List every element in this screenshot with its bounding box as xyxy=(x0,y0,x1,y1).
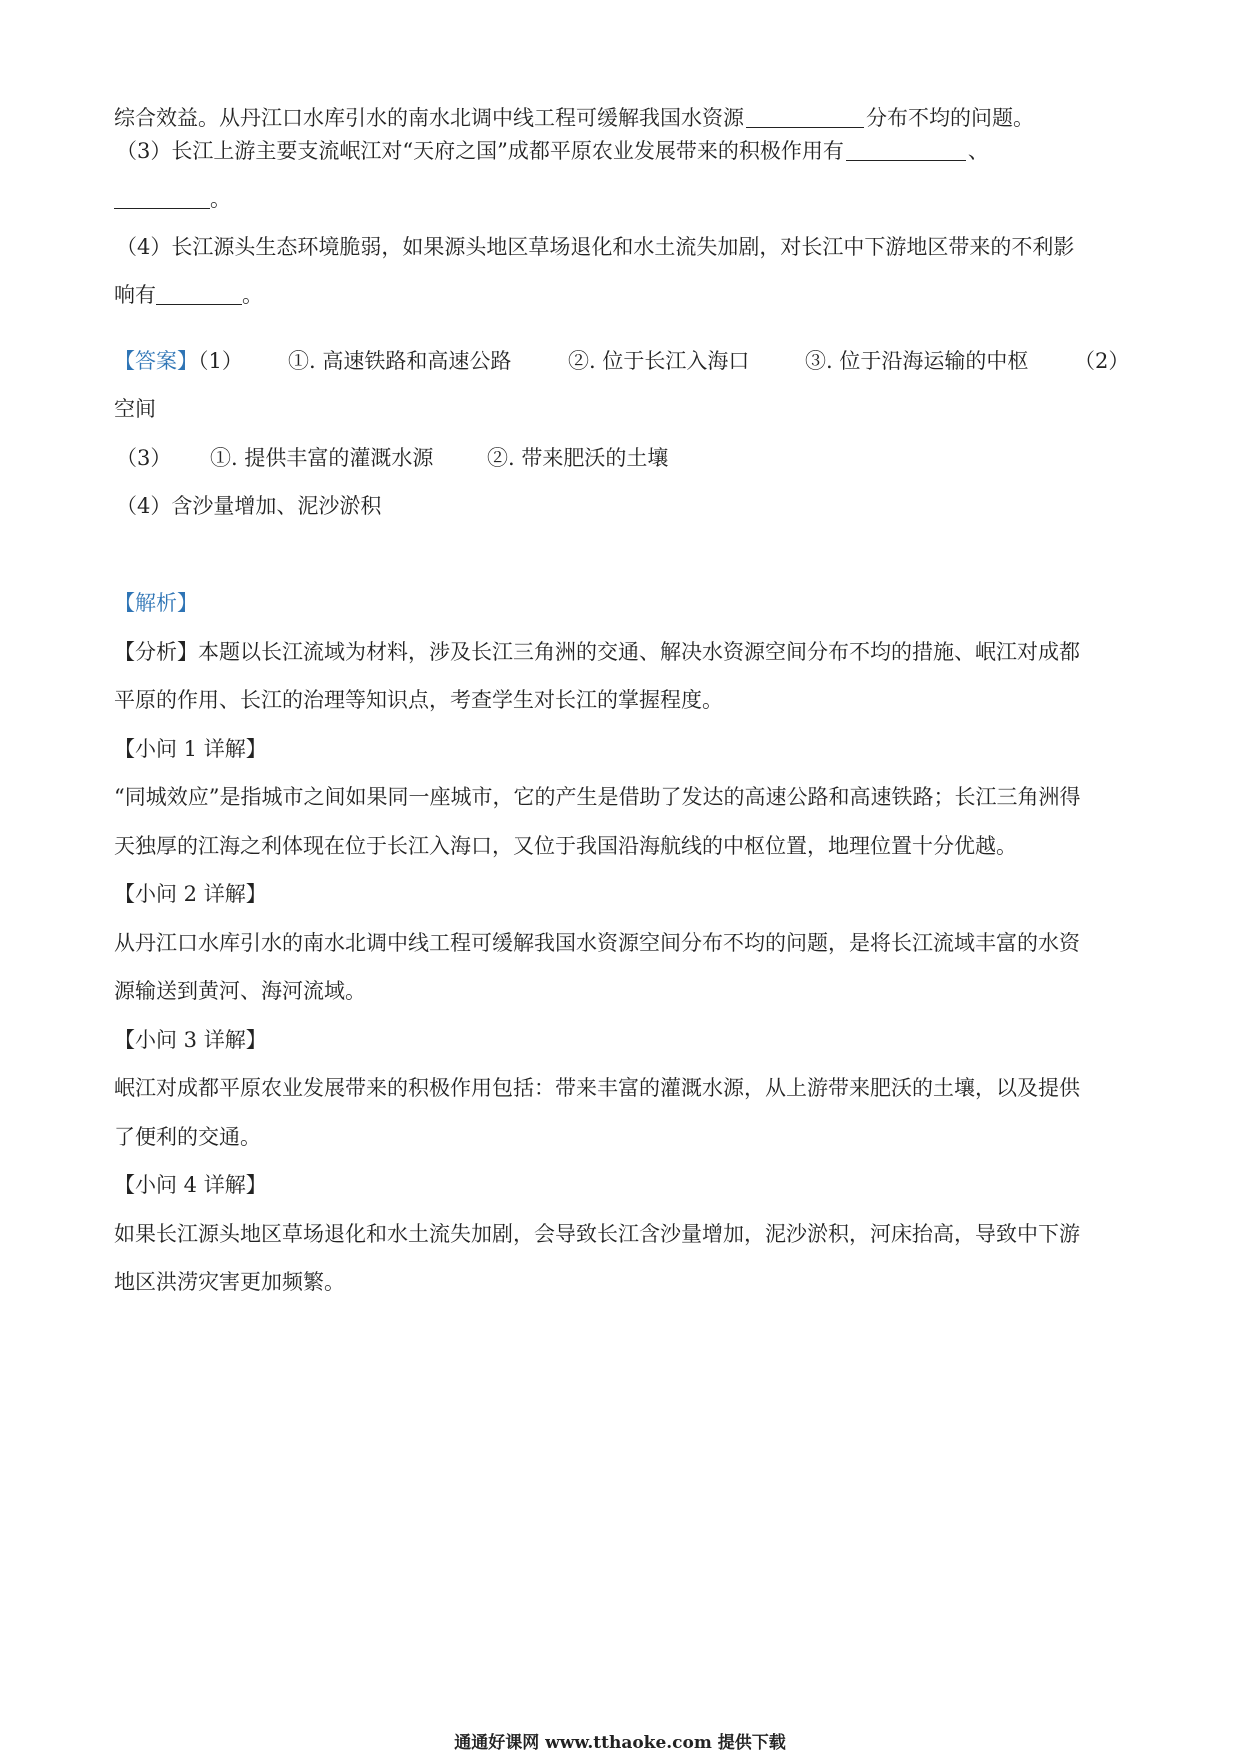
answer-part-2-text: 空间 xyxy=(114,397,156,421)
answer-line-4 xyxy=(116,491,1136,521)
subquestion-3-text-2: 了便利的交通。 xyxy=(114,1125,261,1149)
answer-blank xyxy=(846,138,966,161)
answer-part-4: （4）含沙量增加、泥沙淤积 xyxy=(116,494,382,518)
answer-line-1 xyxy=(114,346,1134,376)
question-4-line xyxy=(116,232,1136,262)
subquestion-1-text-2: 天独厚的江海之利体现在位于长江入海口，又位于我国沿海航线的中枢位置，地理位置十分优越。 xyxy=(114,834,1017,858)
subquestion-2-text-1: 从丹江口水库引水的南水北调中线工程可缓解我国水资源空间分布不均的问题，是将长江流域丰富的水资 xyxy=(114,931,1080,955)
subquestion-2-title: 【小问 2 详解】 xyxy=(114,882,267,906)
question-4-text-2: 响有 xyxy=(114,283,156,307)
answer-part-3-number: （3） xyxy=(116,446,172,470)
question-3-text: （3）长江上游主要支流岷江对“天府之国”成都平原农业发展带来的积极作用有 xyxy=(116,139,844,163)
subquestion-4-title: 【小问 4 详解】 xyxy=(114,1173,267,1197)
subquestion-4-text-2: 地区洪涝灾害更加频繁。 xyxy=(114,1270,345,1294)
subquestion-2-text-2: 源输送到黄河、海河流域。 xyxy=(114,979,366,1003)
answer-blank xyxy=(114,186,210,209)
question-3-separator: 、 xyxy=(967,139,989,163)
question-3-line-2 xyxy=(114,184,1134,214)
question-4-end: 。 xyxy=(242,283,263,307)
subquestion-1-title: 【小问 1 详解】 xyxy=(114,737,267,761)
answer-line-2 xyxy=(114,394,1134,424)
subquestion-3-text-1: 岷江对成都平原农业发展带来的积极作用包括：带来丰富的灌溉水源，从上游带来肥沃的土壤，以及提供 xyxy=(114,1076,1080,1100)
subquestion-3-title: 【小问 3 详解】 xyxy=(114,1028,267,1052)
answer-blank xyxy=(156,282,242,305)
analysis-heading xyxy=(114,588,1134,618)
question-3-line xyxy=(116,136,1136,166)
analysis-intro-2: 平原的作用、长江的治理等知识点，考查学生对长江的掌握程度。 xyxy=(114,688,723,712)
subquestion-1-text-1: “同城效应”是指城市之间如果同一座城市，它的产生是借助了发达的高速公路和高速铁路；长江三角洲得 xyxy=(114,785,1081,809)
analysis-label: 【解析】 xyxy=(114,591,198,615)
question-3-end: 。 xyxy=(210,187,231,211)
answer-part-1-item-2: ②. 位于长江入海口 xyxy=(568,349,750,373)
question-4-text: （4）长江源头生态环境脆弱，如果源头地区草场退化和水土流失加剧，对长江中下游地区带来的不利影 xyxy=(116,235,1075,259)
answer-part-2-number: （2） xyxy=(1074,349,1130,373)
answer-part-3-item-1: ①. 提供丰富的灌溉水源 xyxy=(210,446,434,470)
page-footer: 通通好课网 www.tthaoke.com 提供下载 xyxy=(454,1733,786,1753)
answer-part-1-number: （1） xyxy=(198,349,243,373)
answer-part-1-item-1: ①. 高速铁路和高速公路 xyxy=(288,349,512,373)
analysis-intro-1: 【分析】本题以长江流域为材料，涉及长江三角洲的交通、解决水资源空间分布不均的措施、岷江对成都 xyxy=(114,640,1080,664)
answer-part-3-item-2: ②. 带来肥沃的土壤 xyxy=(487,446,669,470)
answer-label: 【答案】 xyxy=(114,349,198,373)
subquestion-4-text-1: 如果长江源头地区草场退化和水土流失加剧，会导致长江含沙量增加，泥沙淤积，河床抬高，导致中下游 xyxy=(114,1222,1080,1246)
question-2-text-start: 综合效益。从丹江口水库引水的南水北调中线工程可缓解我国水资源 xyxy=(114,106,744,130)
answer-line-3 xyxy=(116,443,1136,473)
answer-part-1-item-3: ③. 位于沿海运输的中枢 xyxy=(805,349,1029,373)
question-2-line xyxy=(114,103,1134,133)
answer-blank xyxy=(746,105,864,128)
question-4-line-2 xyxy=(114,280,1134,310)
question-2-text-end: 分布不均的问题。 xyxy=(866,106,1034,130)
